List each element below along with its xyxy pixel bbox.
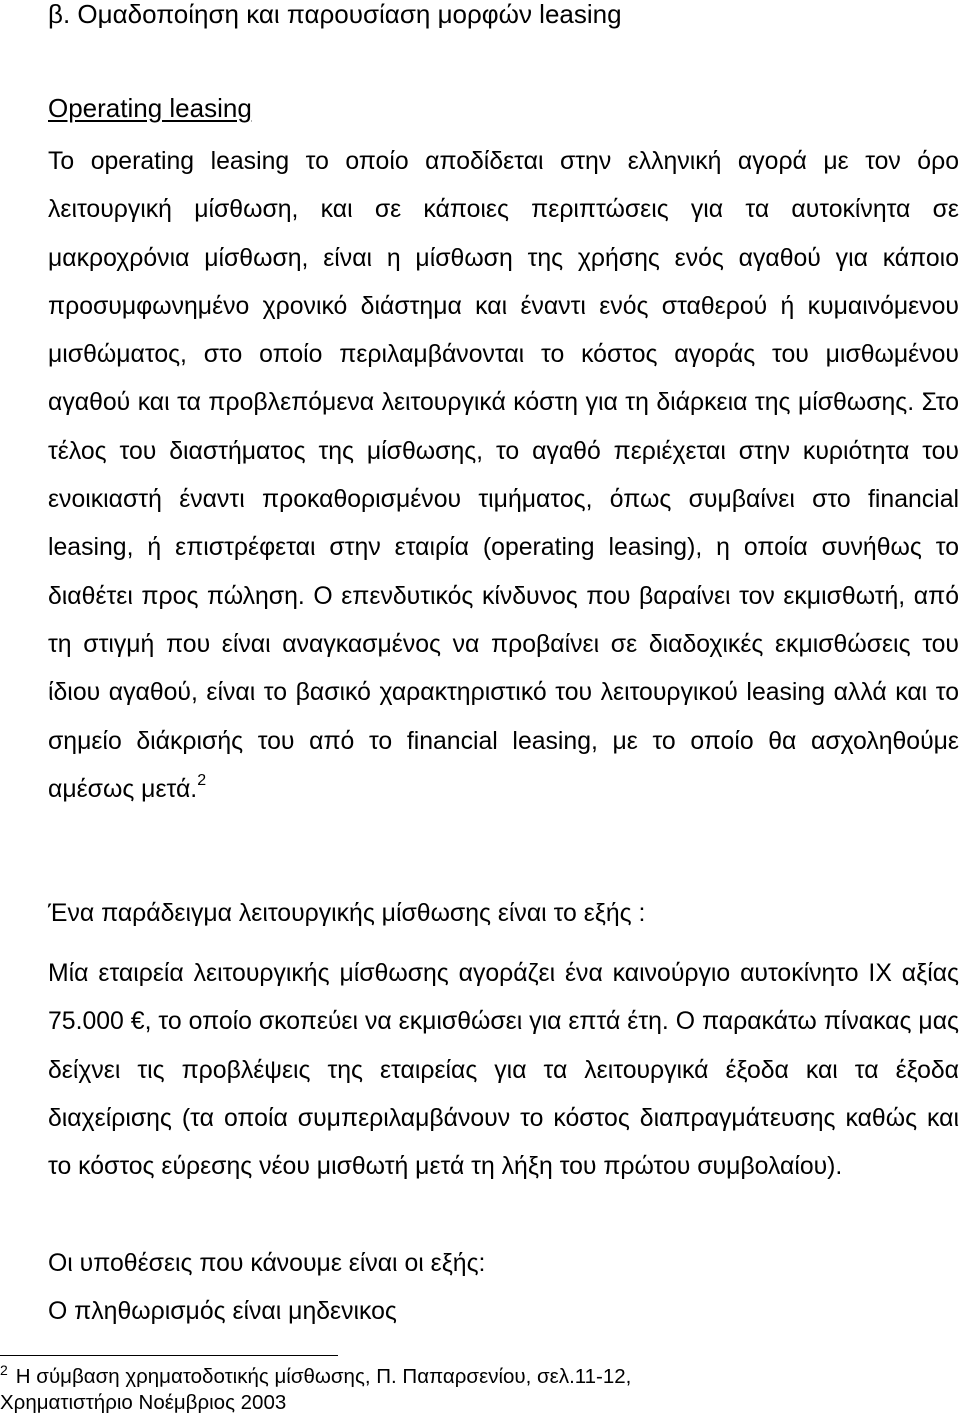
footnote [0,1364,900,1416]
footnote-line-1: Η σύμβαση χρηματοδοτικής μίσθωσης, Π. Παπαρσενίου, σελ.11-12, [15,1365,632,1388]
operating-leasing-paragraph [48,138,959,814]
footnote-reference: 2 [197,771,207,789]
example-intro-paragraph: Ένα παράδειγμα λειτουργικής μίσθωσης είναι το εξής : [48,900,646,927]
footnote-separator [0,1355,338,1356]
footnote-line-2: Χρηματιστήριο Νοέμβριος 2003 [0,1391,287,1414]
paragraph-text: Το operating leasing το οποίο αποδίδεται στην ελληνική αγορά με τον όρο λειτουργική μίσθωση, και σε κάποιες περιπτώσεις για τα αυτοκίνητα σε μακροχρόνια μίσθωση, είναι η μίσθωση της χρήσης ενός αγαθού για κάποιο προσυμφωνημένο χρονικό διάστημα και έναντι ενός σταθερού ή κυμαινόμενου μισθώματος, στο οποίο περιλαμβάνονται το κόστος αγοράς του μισθωμένου αγαθού και τα προβλεπόμενα λειτουργικά κόστη για τη διάρκεια της μίσθωσης. Στο τέλος του διαστήματος της μίσθωσης, το αγαθό περιέχεται στην κυριότητα του ενοικιαστή έναντι προκαθορισμένου τιμήματος, όπως συμβαίνει στο financial leasing, ή επιστρέφεται στην εταιρία (operating leasing), η οποία συνήθως το διαθέτει προς πώληση. Ο επενδυτικός κίνδυνος που βαραίνει τον εκμισθωτή, από τη στιγμή που είναι αναγκασμένος να προβαίνει σε διαδοχικές εκμισθώσεις του ίδιου αγαθού, είναι το βασικό χαρακτηριστικό του λειτουργικού leasing αλλά και το σημείο διάκρισής του από το financial leasing, με το οποίο θα ασχοληθούμε αμέσως μετά. [48,148,959,803]
inflation-paragraph: Ο πληθωρισμός είναι μηδενικος [48,1298,397,1325]
section-heading: β. Ομαδοποίηση και παρουσίαση μορφών leasing [48,0,622,29]
assumptions-paragraph: Οι υποθέσεις που κάνουμε είναι οι εξής: [48,1250,486,1277]
example-paragraph: Μία εταιρεία λειτουργικής μίσθωσης αγοράζει ένα καινούργιο αυτοκίνητο ΙΧ αξίας 75.000 €, το οποίο σκοπεύει να εκμισθώσει για επτά έτη. Ο παρακάτω πίνακας μας δείχνει τις προβλέψεις της εταιρείας για τα λειτουργικά έξοδα και τα έξοδα διαχείρισης (τα οποία συμπεριλαμβάνουν το κόστος διαπραγμάτευσης καθώς και το κόστος εύρεσης νέου μισθωτή μετά τη λήξη του πρώτου συμβολαίου). [48,960,959,1181]
subsection-heading: Operating leasing [48,93,252,123]
footnote-number: 2 [0,1362,8,1378]
